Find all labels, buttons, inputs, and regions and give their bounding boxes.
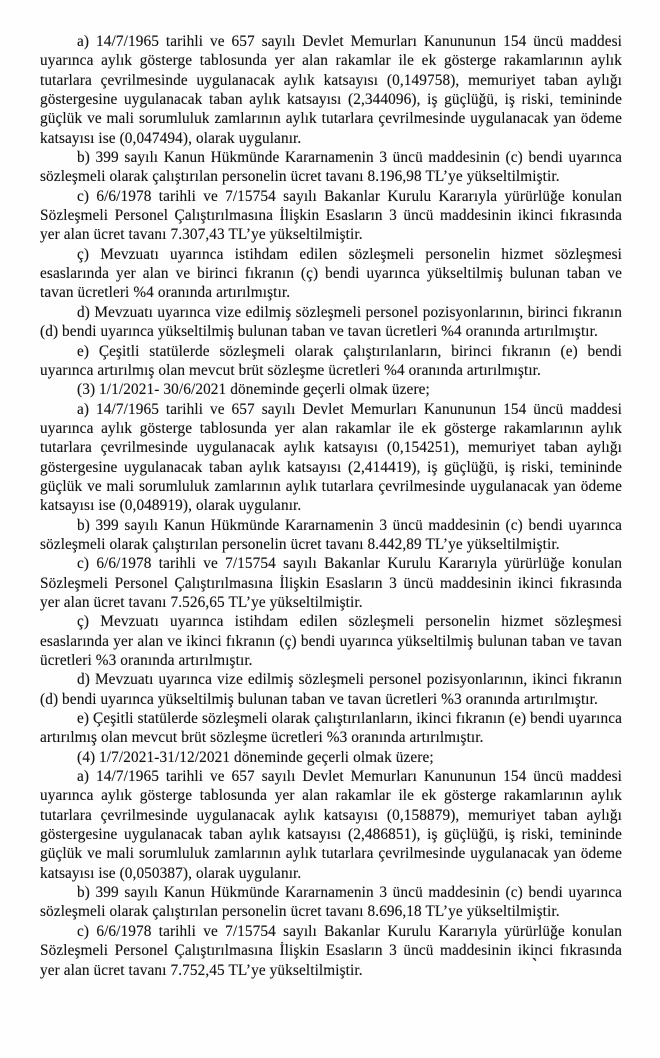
- clause-3c-cedilla: ç) Mevzuatı uyarınca istihdam edilen sözleşmeli personelin hizmet sözleşmesi esaslarında yer alan ve ikinci fıkranın (ç) bendi uyarınca yükseltilmiş bulunan taban ve tavan ücretleri %3 oranında artırılmıştır.: [40, 613, 622, 669]
- clause-2d: d) Mevzuatı uyarınca vize edilmiş sözleşmeli personel pozisyonlarının, birinci fıkranın (d) bendi uyarınca yükseltilmiş bulunan taban ve tavan ücretleri %4 oranında artırılmıştır.: [40, 303, 622, 341]
- clause-2c: c) 6/6/1978 tarihli ve 7/15754 sayılı Bakanlar Kurulu Kararıyla yürürlüğe konulan Sözleşmeli Personel Çalıştırılmasına İlişkin Esasların 3 üncü maddesinin ikinci fıkrasında yer alan ücret tavanı 7.307,43 TL’ye yükseltilmiştir.: [40, 187, 622, 244]
- document-body: [40, 32, 622, 980]
- scan-artifact-mark: `: [529, 954, 539, 975]
- clause-3e: e) Çeşitli statülerde sözleşmeli olarak çalıştırılanların, ikinci fıkranın (e) bendi uyarınca artırılmış olan mevcut brüt sözleşme ücretleri %3 oranında artırılmıştır.: [40, 710, 622, 747]
- clause-2c-cedilla: ç) Mevzuatı uyarınca istihdam edilen sözleşmeli personelin hizmet sözleşmesi esaslarında yer alan ve birinci fıkranın (ç) bendi uyarınca yükseltilmiş bulunan taban ve tavan ücretleri %4 oranında artırılmıştır.: [40, 245, 622, 302]
- section-4-heading: (4) 1/7/2021-31/12/2021 döneminde geçerli olmak üzere;: [77, 748, 434, 766]
- clause-4c: c) 6/6/1978 tarihli ve 7/15754 sayılı Bakanlar Kurulu Kararıyla yürürlüğe konulan Sözleşmeli Personel Çalıştırılmasına İlişkin Esasların 3 üncü maddesinin ikinci fıkrasında yer alan ücret tavanı 7.752,45 TL’ye yükseltilmiştir.: [40, 922, 622, 979]
- section-3-heading: (3) 1/1/2021- 30/6/2021 döneminde geçerli olmak üzere;: [77, 381, 430, 399]
- clause-3b: b) 399 sayılı Kanun Hükmünde Kararnamenin 3 üncü maddesinin (c) bendi uyarınca sözleşmeli olarak çalıştırılan personelin ücret tavanı 8.442,89 TL’ye yükseltilmiştir.: [40, 516, 622, 553]
- clause-3a: a) 14/7/1965 tarihli ve 657 sayılı Devlet Memurları Kanununun 154 üncü maddesi uyarınca aylık gösterge tablosunda yer alan rakamlar ile ek gösterge rakamlarının aylık tutarlara çevrilmesinde uygulanacak aylık katsayısı (0,154251), memuriyet taban aylığı göstergesine uygulanacak taban aylık katsayısı (2,414419), iş güçlüğü, iş riski, temininde güçlük ve mali sorumluluk zamlarının aylık tutarlara çevrilmesinde uygulanacak yan ödeme katsayısı ise (0,048919), olarak uygulanır.: [40, 400, 622, 515]
- clause-2a: a) 14/7/1965 tarihli ve 657 sayılı Devlet Memurları Kanununun 154 üncü maddesi uyarınca aylık gösterge tablosunda yer alan rakamlar ile ek gösterge rakamlarının aylık tutarlara çevrilmesinde uygulanacak aylık katsayısı (0,149758), memuriyet taban aylığı göstergesine uygulanacak taban aylık katsayısı (2,344096), iş güçlüğü, iş riski, temininde güçlük ve mali sorumluluk zamlarının aylık tutarlara çevrilmesinde uygulanacak yan ödeme katsayısı ise (0,047494), olarak uygulanır.: [40, 33, 622, 147]
- clause-4a: a) 14/7/1965 tarihli ve 657 sayılı Devlet Memurları Kanununun 154 üncü maddesi uyarınca aylık gösterge tablosunda yer alan rakamlar ile ek gösterge rakamlarının aylık tutarlara çevrilmesinde uygulanacak aylık katsayısı (0,158879), memuriyet taban aylığı göstergesine uygulanacak taban aylık katsayısı (2,486851), iş güçlüğü, iş riski, temininde güçlük ve mali sorumluluk zamlarının aylık tutarlara çevrilmesinde uygulanacak yan ödeme katsayısı ise (0,050387), olarak uygulanır.: [40, 768, 622, 882]
- clause-3c: c) 6/6/1978 tarihli ve 7/15754 sayılı Bakanlar Kurulu Kararıyla yürürlüğe konulan Sözleşmeli Personel Çalıştırılmasına İlişkin Esasların 3 üncü maddesinin ikinci fıkrasında yer alan ücret tavanı 7.526,65 TL’ye yükseltilmiştir.: [40, 555, 622, 611]
- clause-2e: e) Çeşitli statülerde sözleşmeli olarak çalıştırılanların, birinci fıkranın (e) bendi uyarınca artırılmış olan mevcut brüt sözleşme ücretleri %4 oranında artırılmıştır.: [40, 342, 622, 379]
- clause-2b: b) 399 sayılı Kanun Hükmünde Kararnamenin 3 üncü maddesinin (c) bendi uyarınca sözleşmeli olarak çalıştırılan personelin ücret tavanı 8.196,98 TL’ye yükseltilmiştir.: [40, 149, 622, 186]
- clause-3d: d) Mevzuatı uyarınca vize edilmiş sözleşmeli personel pozisyonlarının, ikinci fıkranın (d) bendi uyarınca yükseltilmiş bulunan taban ve tavan ücretleri %3 oranında artırılmıştır.: [40, 671, 622, 708]
- clause-4b: b) 399 sayılı Kanun Hükmünde Kararnamenin 3 üncü maddesinin (c) bendi uyarınca sözleşmeli olarak çalıştırılan personelin ücret tavanı 8.696,18 TL’ye yükseltilmiştir.: [40, 884, 622, 921]
